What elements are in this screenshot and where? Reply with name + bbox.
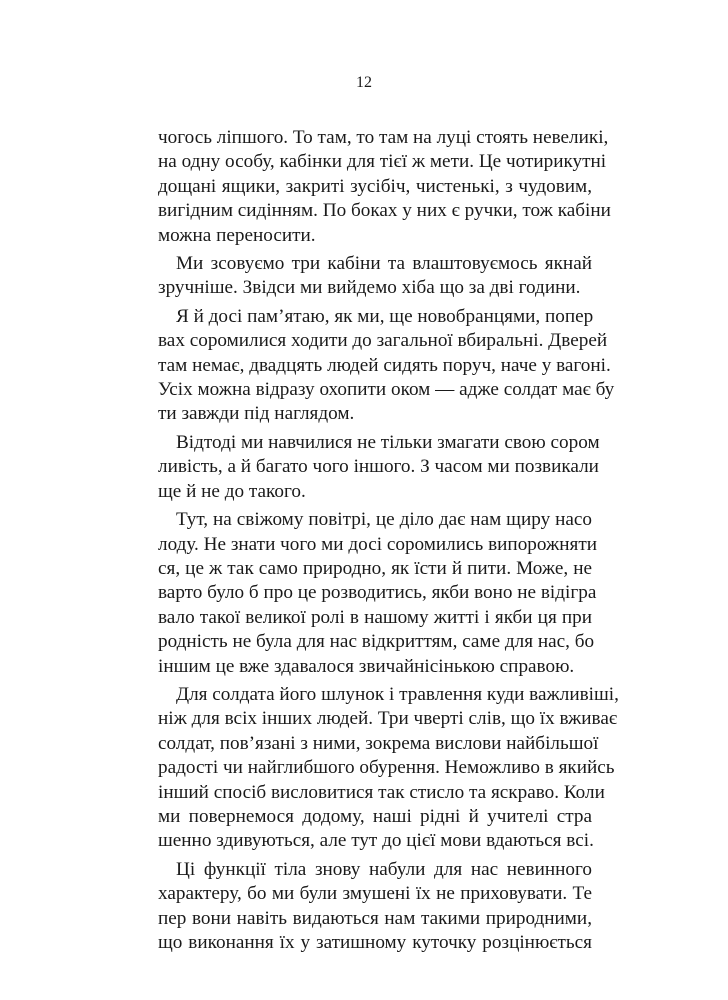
text-line: Ці функції тіла знову набули для нас невинного bbox=[176, 858, 592, 880]
text-line: Відтоді ми навчилися не тільки змагати свою сором bbox=[176, 431, 600, 453]
text-line: радості чи найглибшого обурення. Неможливо в якийсь bbox=[158, 757, 615, 779]
text-line: лоду. Не знати чого ми досі соромились випорожняти bbox=[158, 533, 597, 555]
text-line: пер вони навіть видаються нам такими природними, bbox=[158, 907, 592, 929]
text-line: що виконання їх у затишному куточку розцінюється bbox=[158, 932, 592, 953]
text-line: шенно здивуються, але тут до цієї мови вдаються всі. bbox=[158, 830, 594, 852]
text-line: ми повернемося додому, наші рідні й учителі стра bbox=[158, 805, 592, 827]
text-line: Для солдата його шлунок і травлення куди важливіші, bbox=[176, 683, 619, 705]
text-line: вах соромилися ходити до загальної вбиральні. Дверей bbox=[158, 330, 608, 352]
text-line: Усіх можна відразу охопити оком — адже солдат має бу bbox=[158, 379, 615, 401]
text-line: Ми зсовуємо три кабіни та влаштовуємось якнай bbox=[176, 253, 592, 275]
text-line: зручніше. Звідси ми вийдемо хіба що за дві години. bbox=[158, 277, 581, 299]
text-line: ливість, а й багато чого іншого. З часом ми позвикали bbox=[158, 456, 599, 478]
text-line: ніж для всіх інших людей. Три чверті слів, що їх вживає bbox=[158, 708, 618, 730]
text-line: ще й не до такого. bbox=[158, 480, 306, 502]
text-line: солдат, пов’язані з ними, зокрема вислови найбільшої bbox=[158, 732, 599, 754]
text-line: ся, це ж так само природно, як їсти й пити. Може, не bbox=[158, 557, 592, 579]
text-line: можна переносити. bbox=[158, 224, 316, 246]
body-text bbox=[158, 126, 619, 955]
text-line: вигідним сидінням. По боках у них є ручки, тож кабіни bbox=[158, 200, 611, 222]
text-line: іншим це вже здавалося звичайнісінькою справою. bbox=[158, 655, 575, 677]
text-line: ти завжди під наглядом. bbox=[158, 403, 355, 425]
text-line: вало такої великої ролі в нашому житті і якби ця при bbox=[158, 606, 592, 628]
text-line: там немає, двадцять людей сидять поруч, наче у вагоні. bbox=[158, 354, 611, 376]
text-line: варто було б про це розводитись, якби воно не відігра bbox=[158, 582, 597, 604]
text-line: Я й досі пам’ятаю, як ми, ще новобранцями, попер bbox=[176, 305, 594, 327]
text-line: Тут, на свіжому повітрі, це діло дає нам щиру насо bbox=[176, 509, 592, 531]
text-line: інший спосіб висловитися так стисло та яскраво. Коли bbox=[158, 781, 605, 803]
text-line: характеру, бо ми були змушені їх не приховувати. Те bbox=[158, 883, 592, 905]
text-line: дощані ящики, закриті зусібіч, чистенькі, з чудовим, bbox=[158, 175, 592, 197]
text-line: на одну особу, кабінки для тієї ж мети. Це чотирикутні bbox=[158, 151, 607, 173]
text-line: родність не була для нас відкриттям, саме для нас, бо bbox=[158, 631, 595, 653]
text-line: чогось ліпшого. То там, то там на луці стоять невеликі, bbox=[158, 127, 609, 148]
page-number: 12 bbox=[356, 74, 372, 91]
